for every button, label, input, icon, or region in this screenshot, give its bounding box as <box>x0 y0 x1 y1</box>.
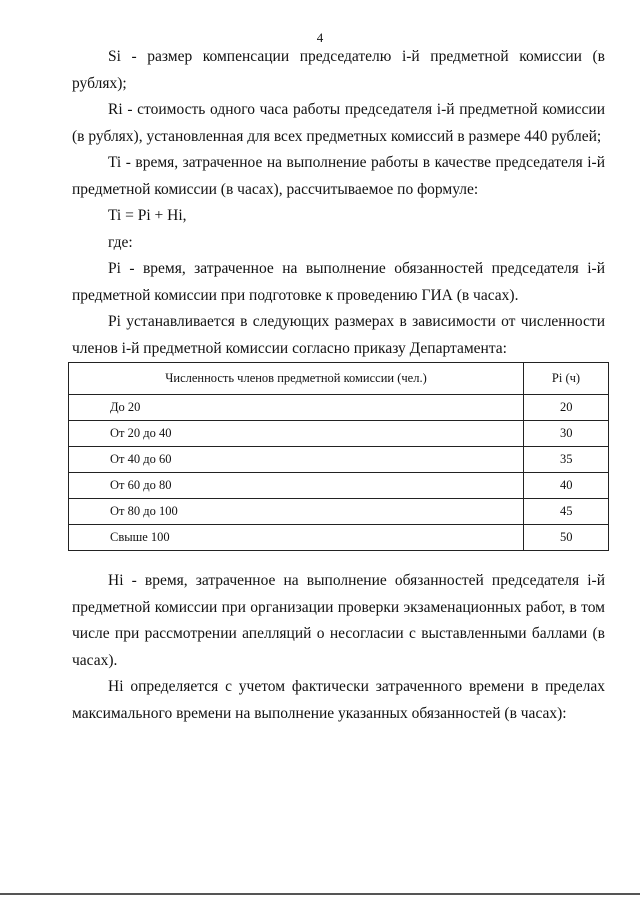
table-row <box>69 447 609 473</box>
cell-members-range: От 60 до 80 <box>69 473 524 499</box>
cell-members-range: До 20 <box>69 395 524 421</box>
page-number: 4 <box>316 30 324 45</box>
cell-members-range: От 80 до 100 <box>69 499 524 525</box>
cell-members-range: От 20 до 40 <box>69 421 524 447</box>
paragraph-pi-sizes: Pi устанавливается в следующих размерах в зависимости от численности членов i-й предметной комиссии согласно приказу Департамента: <box>72 313 605 357</box>
cell-pi-hours: 30 <box>524 421 609 447</box>
scan-edge-line <box>0 893 640 895</box>
table-row <box>69 421 609 447</box>
table-header-row <box>69 363 609 395</box>
cell-members-range: От 40 до 60 <box>69 447 524 473</box>
cell-pi-hours: 20 <box>524 395 609 421</box>
cell-pi-hours: 45 <box>524 499 609 525</box>
paragraph-pi-definition: Pi - время, затраченное на выполнение обязанностей председателя i-й предметной комиссии при подготовке к проведению ГИА (в часах). <box>72 260 605 304</box>
cell-members-range: Свыше 100 <box>69 525 524 551</box>
cell-pi-hours: 35 <box>524 447 609 473</box>
table-row <box>69 499 609 525</box>
paragraph-hi-definition: Hi - время, затраченное на выполнение обязанностей председателя i-й предметной комиссии при организации проверки экзаменационных работ, в том числе при рассмотрении апелляций о несогласии с выставленными баллами (в часах). <box>72 572 605 669</box>
paragraph-si-definition: Si - размер компенсации председателю i-й предметной комиссии (в рублях); <box>72 48 605 92</box>
document-body-top <box>72 44 605 362</box>
document-body-bottom <box>72 568 605 727</box>
formula-ti: Ti = Pi + Hi, <box>108 207 187 224</box>
paragraph-ti-definition: Ti - время, затраченное на выполнение работы в качестве председателя i-й предметной комиссии (в часах), рассчитываемое по формуле: <box>72 154 605 198</box>
header-members-count: Численность членов предметной комиссии (чел.) <box>69 363 524 395</box>
paragraph-where: где: <box>108 233 133 251</box>
table-row <box>69 473 609 499</box>
table-row <box>69 395 609 421</box>
pi-hours-table <box>68 362 609 551</box>
paragraph-ri-definition: Ri - стоимость одного часа работы председателя i-й предметной комиссии (в рублях), установленная для всех предметных комиссий в размере 440 рублей; <box>72 101 605 145</box>
cell-pi-hours: 40 <box>524 473 609 499</box>
header-pi-hours: Pi (ч) <box>524 363 609 395</box>
table-row <box>69 525 609 551</box>
cell-pi-hours: 50 <box>524 525 609 551</box>
paragraph-hi-determination: Hi определяется с учетом фактически затраченного времени в пределах максимального времени на выполнение указанных обязанностей (в часах): <box>72 678 605 722</box>
